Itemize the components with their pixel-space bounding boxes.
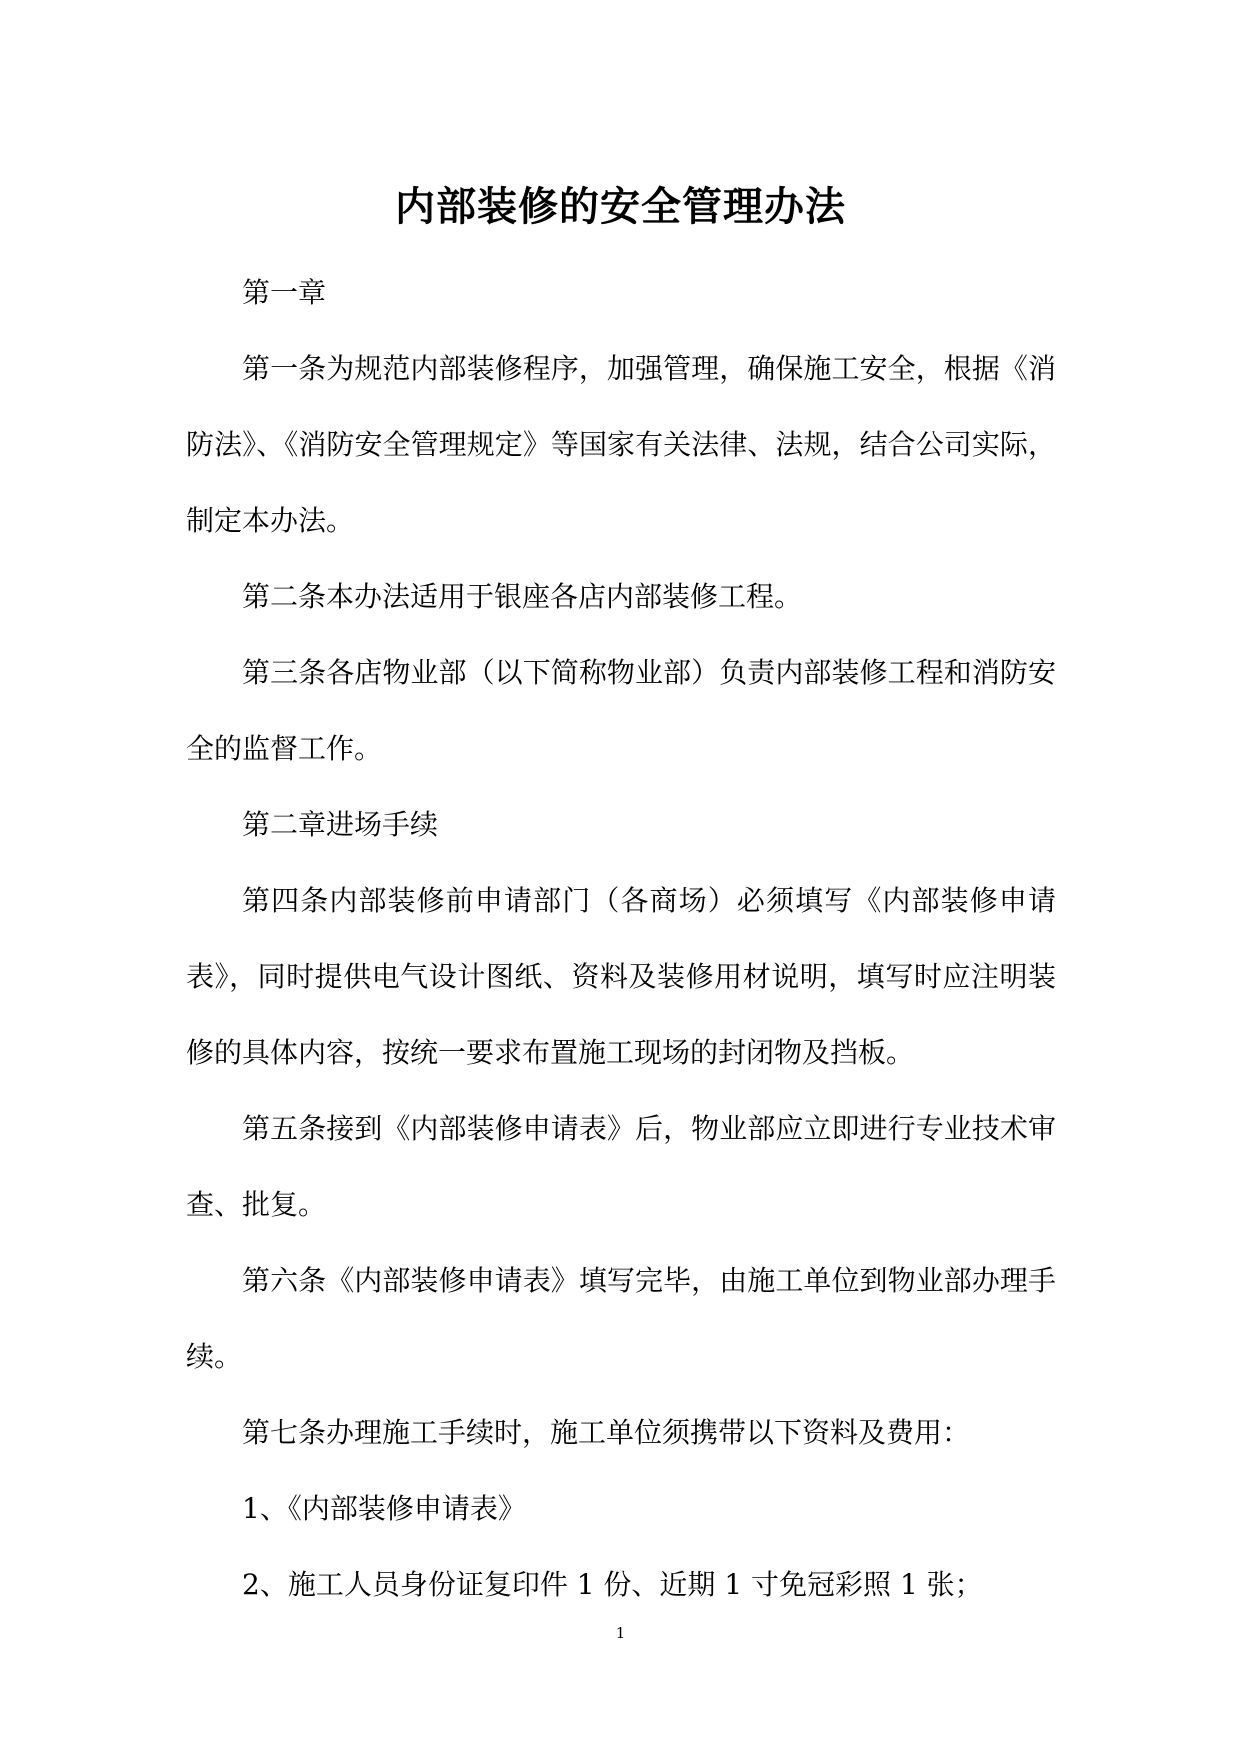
article-4: 第四条内部装修前申请部门（各商场）必须填写《内部装修申请表》，同时提供电气设计图纸、资料及装修用材说明，填写时应注明装修的具体内容，按统一要求布置施工现场的封闭物及挡板。 bbox=[186, 884, 1056, 1069]
chapter-heading-2: 第二章进场手续 bbox=[242, 808, 439, 841]
article-2: 第二条本办法适用于银座各店内部装修工程。 bbox=[242, 580, 803, 613]
article-5: 第五条接到《内部装修申请表》后，物业部应立即进行专业技术审查、批复。 bbox=[186, 1112, 1056, 1221]
article-7: 第七条办理施工手续时，施工单位须携带以下资料及费用： bbox=[242, 1416, 971, 1449]
list-item-2: 2、施工人员身份证复印件 1 份、近期 1 寸免冠彩照 1 张； bbox=[242, 1568, 983, 1601]
document-body bbox=[186, 255, 1056, 1623]
article-1: 第一条为规范内部装修程序，加强管理，确保施工安全，根据《消防法》、《消防安全管理规定》等国家有关法律、法规，结合公司实际，制定本办法。 bbox=[186, 352, 1056, 537]
article-6: 第六条《内部装修申请表》填写完毕，由施工单位到物业部办理手续。 bbox=[186, 1264, 1056, 1373]
document-title: 内部装修的安全管理办法 bbox=[395, 182, 846, 230]
article-3: 第三条各店物业部（以下简称物业部）负责内部装修工程和消防安全的监督工作。 bbox=[186, 656, 1056, 765]
page-number: 1 bbox=[615, 1624, 626, 1642]
list-item-1: 1、《内部装修申请表》 bbox=[242, 1492, 526, 1525]
chapter-heading-1: 第一章 bbox=[242, 276, 327, 309]
